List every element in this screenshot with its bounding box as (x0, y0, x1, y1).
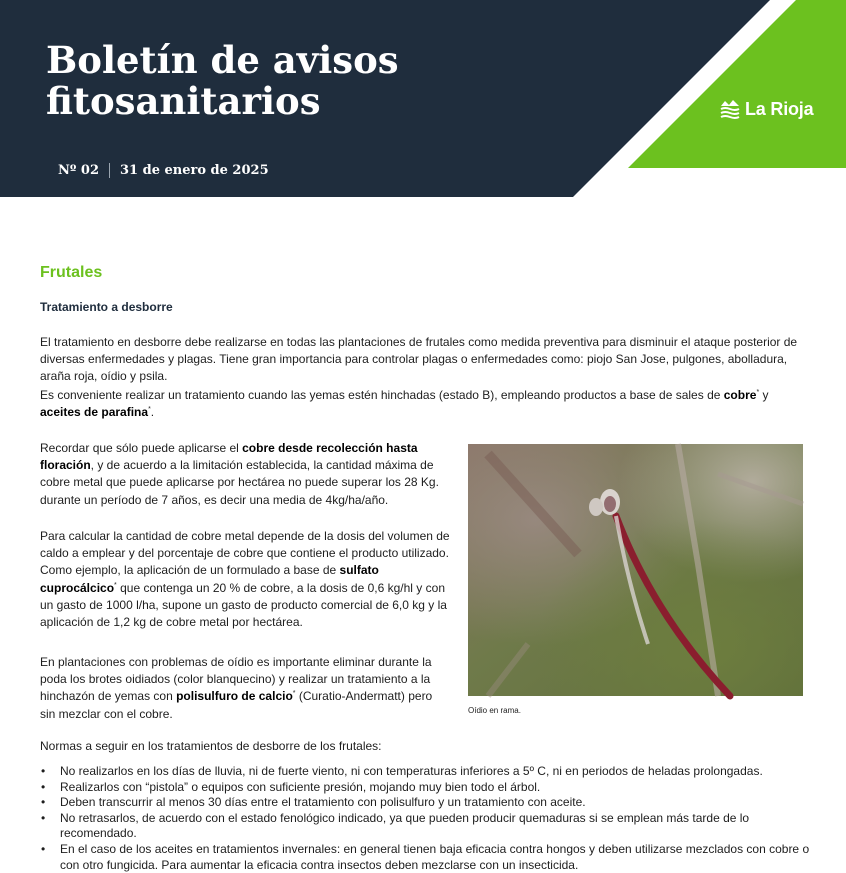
text-span: (Curatio-Andermatt) pero sin mezclar con el cobre. (40, 689, 433, 721)
bold-term-sulfato: sulfato cuprocálcico (40, 563, 379, 595)
text-span: , y de acuerdo a la limitación establecida, la cantidad máxima de cobre metal que puede aplicarse por hectárea no puede superar los 28 Kg. durante un período de 7 años, es decir una media de 4kg/ha/año. (40, 458, 439, 507)
issue-info (58, 163, 269, 178)
bullet-icon: • (41, 764, 46, 778)
text-span: En plantaciones con problemas de oídio es importante eliminar durante la poda los brotes oidiados (color blanquecino) y realizar un tratamiento a la hinchazón de yemas con (40, 655, 432, 704)
bold-term-polisulfuro: polisulfuro de calcio (176, 689, 293, 704)
list-item (40, 780, 810, 796)
bullet-icon: • (41, 841, 46, 856)
section-subtitle: Tratamiento a desborre (40, 300, 173, 314)
asterisk: * (114, 581, 117, 589)
rule-text: En el caso de los aceites en tratamientos invernales: en general tienen baja eficacia contra hongos y deben utilizarse mezclados con cobre o con otro fungicida. Para aumentar la eficacia contra insectos deben mezclarse con un insecticida. (60, 841, 810, 872)
bold-term-cobre-periodo: cobre desde recolección hasta floración (40, 441, 418, 473)
list-item (40, 795, 810, 811)
section-title: Frutales (40, 264, 103, 281)
bulletin-title (46, 40, 566, 122)
photo-caption: Oídio en rama. (468, 706, 521, 715)
list-item (40, 764, 810, 780)
text-span: y (759, 388, 769, 402)
list-item (40, 842, 810, 873)
oidio-branch-photo (468, 444, 803, 696)
photo-illustration (468, 444, 803, 696)
asterisk: * (756, 389, 760, 396)
list-item (40, 811, 810, 842)
issue-separator (109, 163, 110, 178)
title-line-1: Boletín de avisos (46, 38, 399, 82)
paragraph-intro: El tratamiento en desborre debe realizarse en todas las plantaciones de frutales como medida preventiva para disminuir el ataque posterior de diversas enfermedades y plagas. Tiene gran importancia para controlar plagas o enfermedades como: piojo San Jose, pulgones, abolladura, araña roja, oídio y psila. (40, 335, 798, 384)
la-rioja-emblem-icon (720, 98, 740, 120)
paragraph-oidio (40, 654, 450, 723)
rules-list (40, 764, 810, 873)
rule-text: No retrasarlos, de acuerdo con el estado fenológico indicado, ya que pueden producir quemaduras si se emplean más tarde de lo recomendado. (60, 810, 750, 841)
asterisk: * (148, 406, 151, 414)
bold-term-cobre: cobre (723, 388, 757, 402)
la-rioja-logo[interactable] (720, 98, 813, 120)
asterisk: * (292, 690, 296, 698)
rules-intro: Normas a seguir en los tratamientos de desborre de los frutales: (40, 739, 382, 753)
bullet-icon: • (41, 795, 46, 810)
text-span: Recordar que sólo puede aplicarse el (40, 441, 243, 455)
bulletin-header (0, 0, 846, 197)
paragraph-timing (40, 387, 808, 421)
bold-term-aceites: aceites de parafina (40, 405, 149, 420)
bullet-icon: • (41, 779, 46, 794)
la-rioja-logo-text: La Rioja (745, 98, 814, 119)
text-span: Para calcular la cantidad de cobre metal depende de la dosis del volumen de caldo a emplear y del porcentaje de cobre que contiene el producto utilizado. Como ejemplo, la aplicación de un formulado a base de (40, 529, 450, 578)
rule-text: No realizarlos en los días de lluvia, ni de fuerte viento, ni con temperaturas inferiores a 5º C, ni en periodos de heladas prolongadas. (60, 764, 763, 778)
rule-text: Deben transcurrir al menos 30 días entre el tratamiento con polisulfuro y un tratamiento con aceite. (60, 795, 586, 810)
rule-text: Realizarlos con “pistola” o equipos con suficiente presión, mojando muy bien todo el árbol. (60, 779, 541, 794)
title-line-2: fitosanitarios (46, 79, 321, 123)
paragraph-copper-limit (40, 440, 458, 509)
issue-date: 31 de enero de 2025 (120, 163, 269, 178)
issue-number: Nº 02 (58, 163, 99, 178)
bullet-icon: • (41, 810, 46, 825)
text-span: que contenga un 20 % de cobre, a la dosis de 0,6 kg/hl y con un gasto de 1000 l/ha, supone un gasto de producto comercial de 6,0 kg y la aplicación de 1,2 kg de cobre metal por hectárea. (40, 580, 447, 630)
text-span: Es conveniente realizar un tratamiento cuando las yemas estén hinchadas (estado B), empleando productos a base de sales de (40, 388, 724, 402)
text-span: . (150, 405, 155, 420)
paragraph-copper-calc (40, 528, 458, 631)
